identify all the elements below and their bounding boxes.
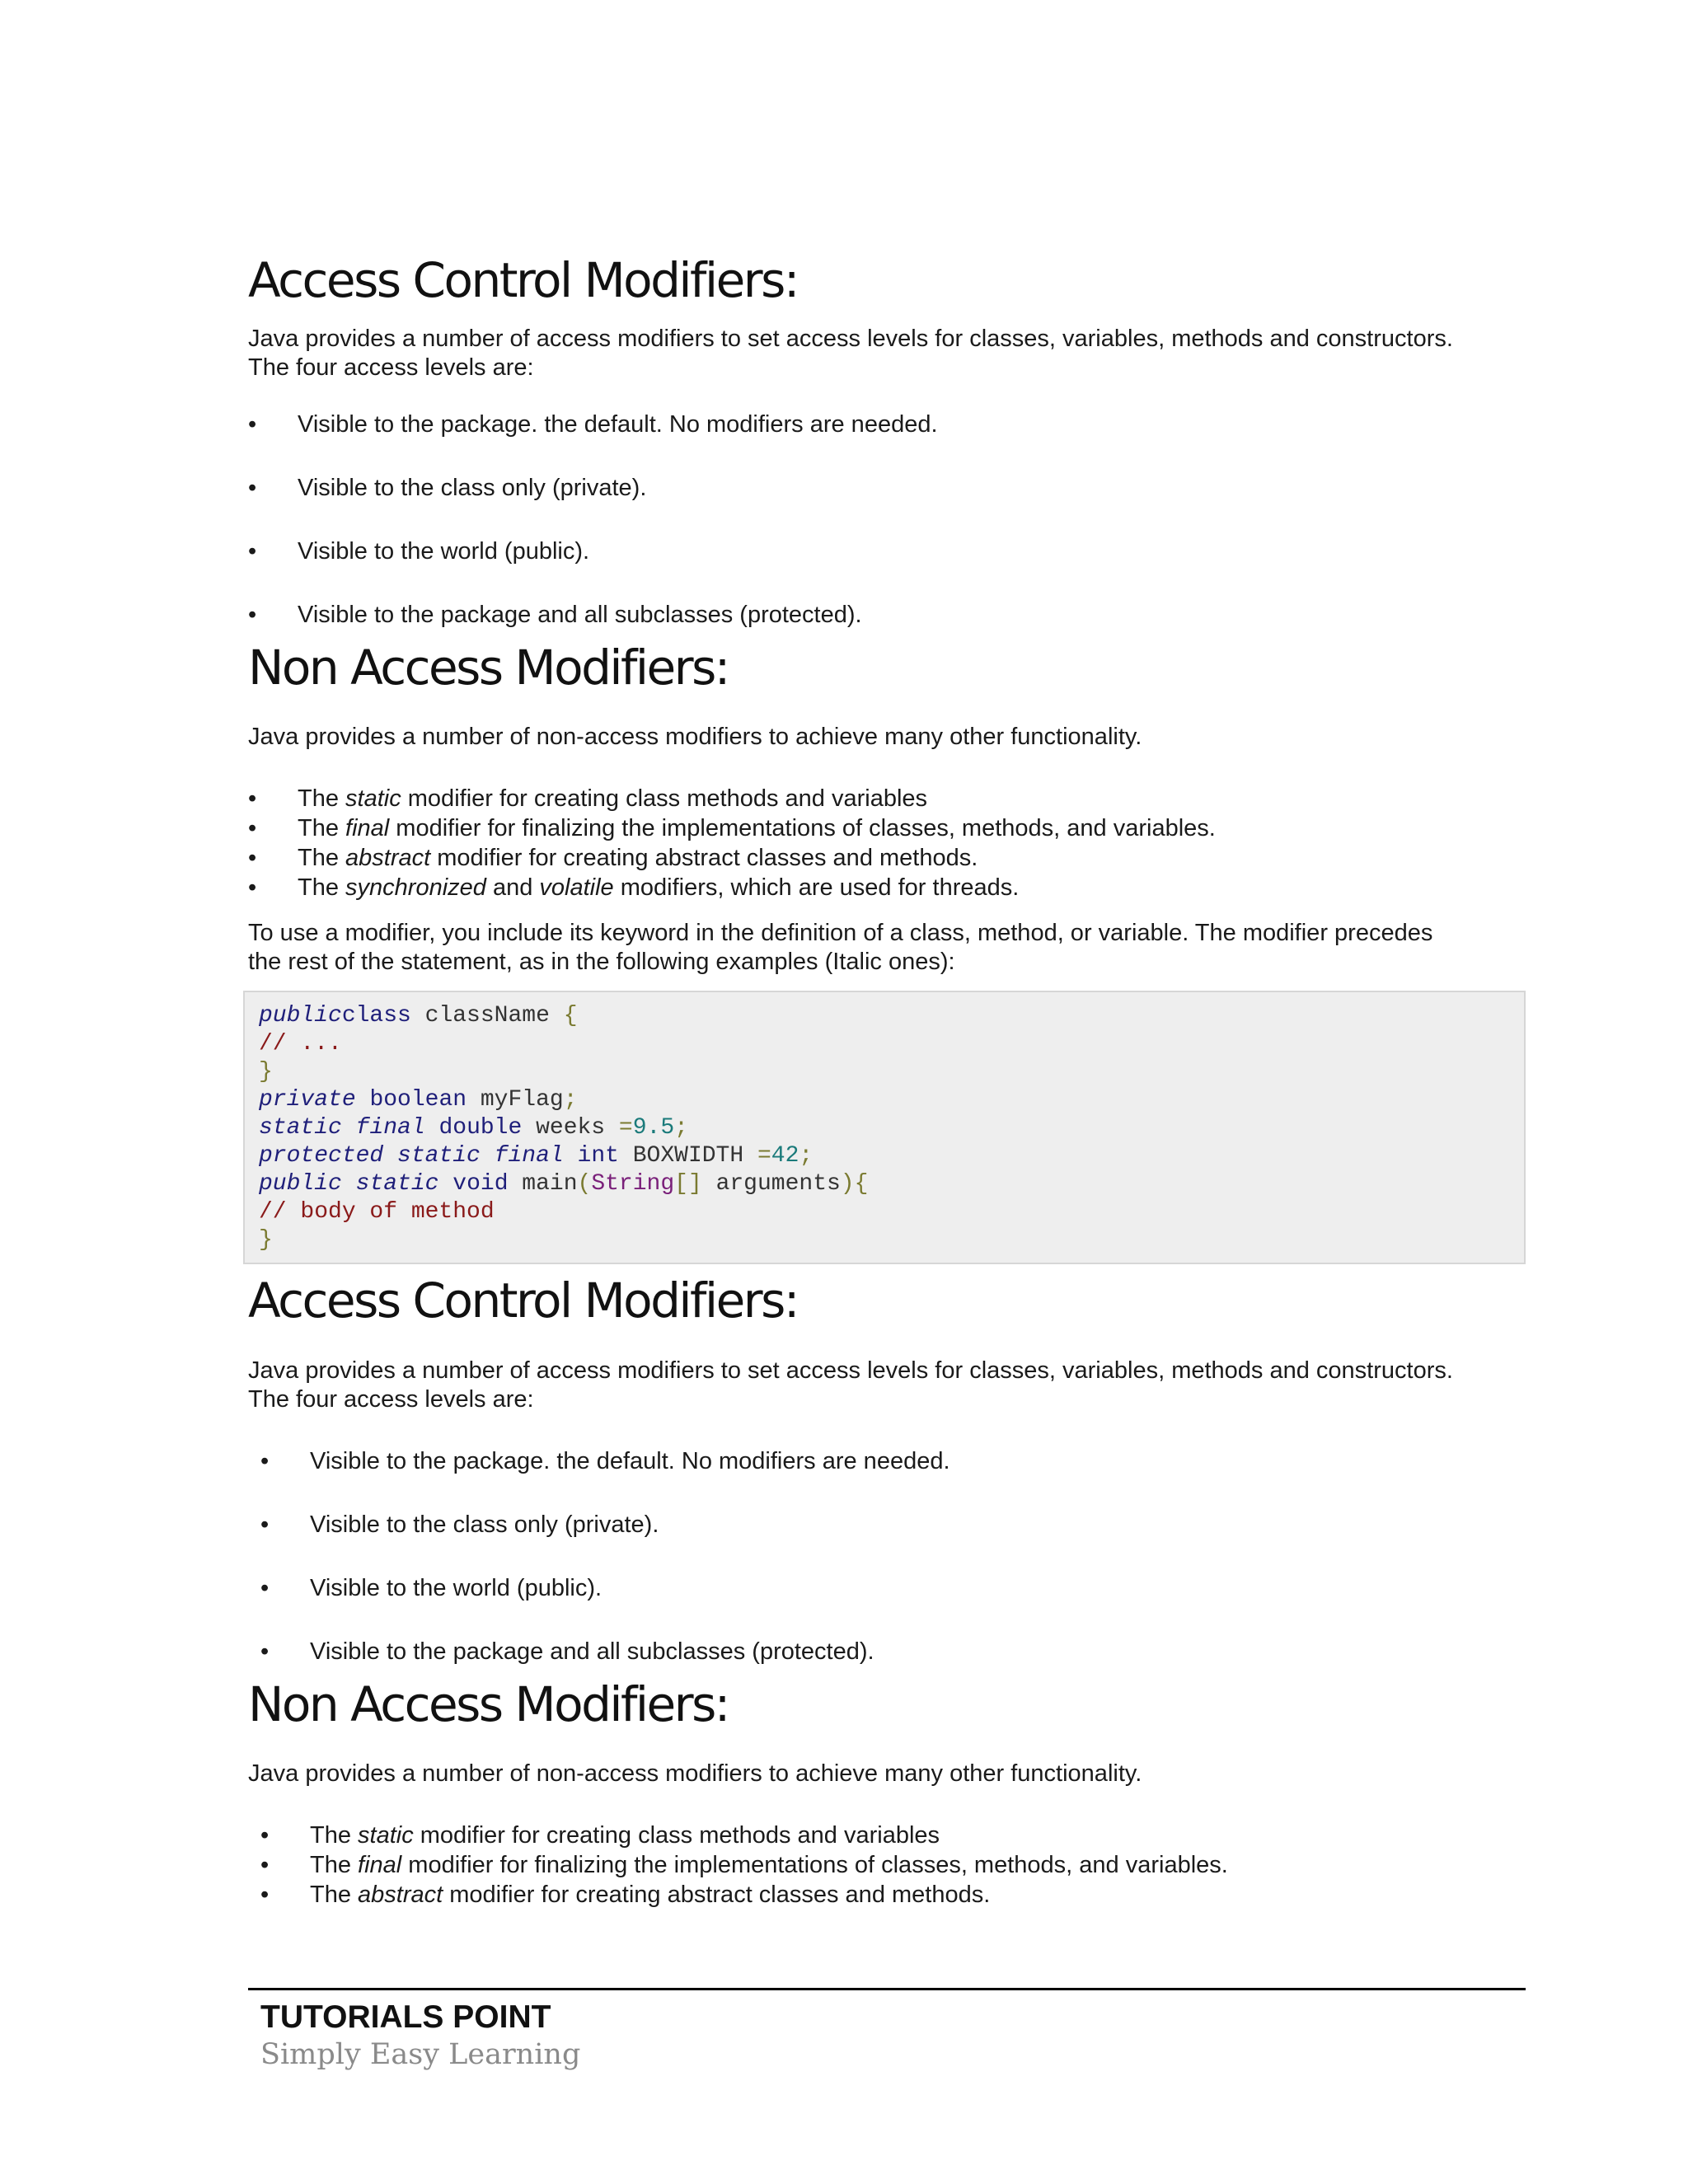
code-comment: // ... <box>259 1031 342 1057</box>
keyword-emphasis: abstract <box>358 1882 443 1909</box>
section-intro: Java provides a number of non-access modifiers to achieve many other functionality. <box>248 1760 1142 1788</box>
list-item-text: Visible to the package. the default. No modifiers are needed. <box>310 1447 950 1474</box>
bullet-icon: • <box>248 845 257 872</box>
code-example <box>243 991 1526 1264</box>
non-access-modifiers-list <box>248 784 1524 902</box>
text-fragment: The <box>310 1882 359 1909</box>
text-fragment: The <box>310 1822 359 1849</box>
list-item <box>248 843 1524 873</box>
bullet-icon: • <box>260 1511 270 1538</box>
code-token: public <box>259 1003 342 1029</box>
code-token: myFlag <box>467 1087 564 1113</box>
keyword-emphasis: final <box>358 1852 402 1879</box>
code-token: int <box>577 1143 619 1169</box>
code-token: BOXWIDTH <box>618 1143 757 1169</box>
list-item <box>248 1573 1524 1603</box>
text-fragment: modifiers, which are used for threads. <box>613 874 1020 902</box>
section-heading: Access Control Modifiers: <box>248 252 798 308</box>
page-footer <box>248 1988 1526 2073</box>
code-token: static <box>397 1143 481 1169</box>
code-token: { <box>563 1003 578 1029</box>
list-item <box>248 1880 1524 1910</box>
code-token: String <box>591 1171 675 1197</box>
list-item-text: Visible to the class only (private). <box>310 1511 659 1538</box>
code-token: void <box>452 1171 509 1197</box>
code-token: ; <box>674 1115 688 1141</box>
bullet-icon: • <box>248 410 257 438</box>
code-token: ; <box>563 1087 578 1113</box>
code-token: static <box>259 1115 342 1141</box>
code-token: static <box>355 1171 439 1197</box>
code-token: ; <box>799 1143 814 1169</box>
bullet-icon: • <box>260 1882 270 1909</box>
section-intro <box>248 325 1524 382</box>
code-token: } <box>259 1227 273 1254</box>
code-token: final <box>494 1143 564 1169</box>
code-token: weeks <box>522 1115 619 1141</box>
code-token: main <box>508 1171 578 1197</box>
section-heading: Non Access Modifiers: <box>248 639 729 696</box>
section-intro <box>248 1357 1524 1414</box>
access-levels-list <box>248 410 1524 630</box>
document-page <box>248 247 1524 1910</box>
keyword-emphasis: final <box>345 815 390 842</box>
text-fragment: modifier for creating class methods and variables <box>413 1822 940 1849</box>
list-item-text: Visible to the package and all subclasses (protected). <box>310 1638 874 1665</box>
code-token: class <box>341 1003 411 1029</box>
intro-line: Java provides a number of access modifiers to set access levels for classes, variables, methods and constructors. <box>248 1357 1453 1384</box>
list-item-text: Visible to the world (public). <box>310 1574 603 1601</box>
keyword-emphasis: volatile <box>539 874 614 902</box>
code-token: boolean <box>369 1087 467 1113</box>
footer-tagline: Simply Easy Learning <box>260 2038 581 2071</box>
list-item <box>248 1850 1524 1880</box>
code-token: final <box>355 1115 425 1141</box>
list-item <box>248 1821 1524 1850</box>
bullet-icon: • <box>248 874 257 902</box>
keyword-emphasis: abstract <box>345 845 431 872</box>
code-token: ){ <box>840 1171 869 1197</box>
list-item <box>248 537 1524 566</box>
list-item <box>248 873 1524 902</box>
list-item <box>248 600 1524 630</box>
bullet-icon: • <box>248 537 257 565</box>
bullet-icon: • <box>260 1447 270 1474</box>
text-fragment: The <box>298 845 346 872</box>
code-token: [] <box>674 1171 702 1197</box>
text-fragment: The <box>298 815 346 842</box>
non-access-modifiers-list <box>248 1821 1524 1910</box>
bullet-icon: • <box>248 601 257 628</box>
bullet-icon: • <box>260 1852 270 1879</box>
list-item-text: Visible to the world (public). <box>298 537 590 565</box>
keyword-emphasis: static <box>358 1822 414 1849</box>
bullet-icon: • <box>248 474 257 501</box>
code-token: double <box>438 1115 523 1141</box>
bullet-icon: • <box>248 815 257 842</box>
section-heading: Non Access Modifiers: <box>248 1675 729 1732</box>
text-fragment: modifier for creating abstract classes and methods. <box>430 845 978 872</box>
list-item <box>248 1510 1524 1540</box>
text-fragment: modifier for creating class methods and variables <box>401 785 928 813</box>
code-token: protected <box>259 1143 384 1169</box>
usage-line: the rest of the statement, as in the following examples (Italic ones): <box>248 949 955 976</box>
code-token: ( <box>577 1171 592 1197</box>
section-heading: Access Control Modifiers: <box>248 1272 798 1329</box>
list-item-text: Visible to the package. the default. No modifiers are needed. <box>298 410 938 438</box>
bullet-icon: • <box>260 1638 270 1665</box>
text-fragment: modifier for finalizing the implementations of classes, methods, and variables. <box>401 1852 1228 1879</box>
intro-line: The four access levels are: <box>248 354 534 381</box>
intro-line: Java provides a number of access modifiers to set access levels for classes, variables, methods and constructors. <box>248 325 1453 352</box>
text-fragment: modifier for creating abstract classes and methods. <box>443 1882 991 1909</box>
bullet-icon: • <box>260 1822 270 1849</box>
keyword-emphasis: static <box>345 785 401 813</box>
list-item-text: Visible to the package and all subclasses (protected). <box>298 601 862 628</box>
access-levels-list <box>248 1446 1524 1666</box>
list-item <box>248 1446 1524 1476</box>
list-item <box>248 410 1524 439</box>
intro-line: The four access levels are: <box>248 1385 534 1413</box>
list-item <box>248 473 1524 503</box>
code-token: private <box>259 1087 356 1113</box>
code-token: className <box>410 1003 564 1029</box>
bullet-icon: • <box>248 785 257 813</box>
text-fragment: modifier for finalizing the implementations of classes, methods, and variables. <box>389 815 1216 842</box>
code-token: public <box>259 1171 342 1197</box>
code-token: = <box>618 1115 633 1141</box>
footer-brand: TUTORIALS POINT <box>260 1999 551 2035</box>
list-item <box>248 813 1524 843</box>
keyword-emphasis: synchronized <box>345 874 486 902</box>
list-item-text: Visible to the class only (private). <box>298 474 647 501</box>
code-number: 9.5 <box>632 1115 675 1141</box>
usage-paragraph <box>248 919 1524 977</box>
list-item <box>248 784 1524 813</box>
usage-line: To use a modifier, you include its keyword in the definition of a class, method, or variable. The modifier precedes <box>248 920 1433 947</box>
text-fragment: The <box>298 874 346 902</box>
text-fragment: The <box>310 1852 359 1879</box>
bullet-icon: • <box>260 1574 270 1601</box>
code-comment: // body of method <box>259 1199 495 1226</box>
text-fragment: and <box>485 874 540 902</box>
code-token: } <box>259 1059 273 1085</box>
footer-divider <box>248 1988 1526 1990</box>
code-token: = <box>757 1143 771 1169</box>
code-number: 42 <box>771 1143 799 1169</box>
section-intro: Java provides a number of non-access modifiers to achieve many other functionality. <box>248 724 1142 751</box>
code-token: arguments <box>701 1171 841 1197</box>
text-fragment: The <box>298 785 346 813</box>
list-item <box>248 1637 1524 1666</box>
